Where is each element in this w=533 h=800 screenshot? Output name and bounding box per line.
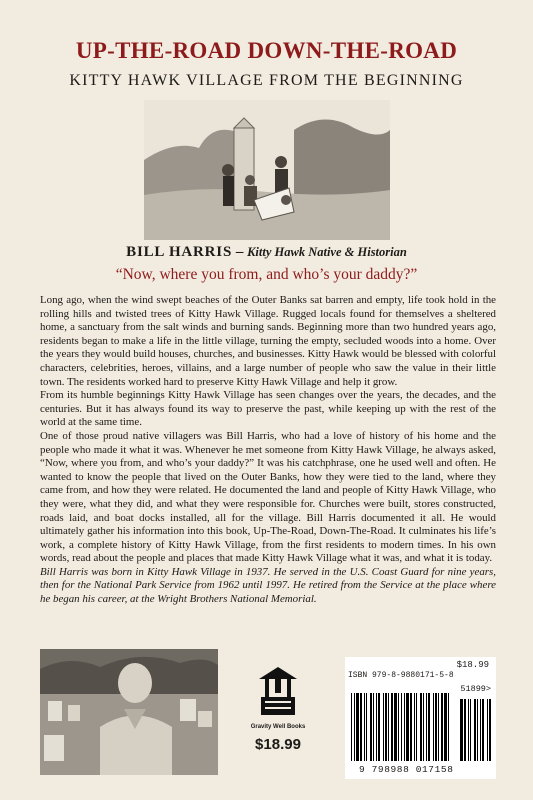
barcode-bar (360, 693, 362, 761)
barcode-bar (433, 693, 434, 761)
barcode-bar (378, 693, 380, 761)
barcode-bar (398, 693, 399, 761)
barcode-addon-bar (470, 699, 471, 761)
book-title: UP-THE-ROAD DOWN-THE-ROAD (75, 38, 458, 63)
book-subtitle: KITTY HAWK VILLAGE FROM THE BEGINNING (69, 72, 464, 89)
barcode-bar (383, 693, 384, 761)
barcode-addon-bar (468, 699, 469, 761)
monument-group-photo (144, 100, 390, 240)
barcode-bar (373, 693, 374, 761)
barcode-bar (376, 693, 377, 761)
barcode-bar (444, 693, 447, 761)
barcode-bar (391, 693, 393, 761)
barcode-bar (410, 693, 412, 761)
barcode-addon-bar (474, 699, 476, 761)
barcode-addon-bar (487, 699, 488, 761)
barcode-price: $18.99 (456, 660, 489, 670)
barcode-addon-bar (460, 699, 463, 761)
isbn-barcode (345, 657, 496, 779)
isbn-label: ISBN 979-8-9880171-5-8 (348, 671, 454, 680)
barcode-bars (347, 693, 494, 763)
author-bio: Bill Harris was born in Kitty Hawk Village in 1937. He served in the U.S. Coast Guard for nine years, then for the National Park Service from 1962 until 1997. He retired from the Service at the place where he began his career, at the Wright Brothers National Memorial. (40, 565, 496, 606)
author-portrait-photo (40, 649, 218, 775)
well-logo-icon (255, 663, 301, 717)
blurb-paragraph: One of those proud native villagers was Bill Harris, who had a love of history of his home and the people who made it what it was. Whenever he met someone from Kitty Hawk Village, he always asked, “Now, where you from, and who’s your daddy?” It was his catchphrase, one he used well and often. He wanted to know the people that lived on the Outer Banks, how they were tied to the land, where they came from, and how they were related. He documented the land and people of Kitty Hawk Village, who they were, what they did, and what they were responsible for. Churches were built, stores constructed, roads laid, and boat docks installed, all for the village. Bill Harris documented it all. He would ultimately gather his information into this book, Up-The-Road, Down-The-Road. It culminates his life’s work, a complete history of Kitty Hawk Village, from the first residents to modern times. In his own words, read about the people and places that made Kitty Hawk Village what it was, and what it is today. (40, 429, 496, 565)
barcode-bar (370, 693, 372, 761)
publisher-name: Gravity Well Books (250, 724, 306, 730)
barcode-bar (414, 693, 415, 761)
cover-price: $18.99 (255, 736, 301, 753)
barcode-bar (388, 693, 389, 761)
barcode-addon-number: 51899> (460, 684, 491, 694)
barcode-bar (364, 693, 365, 761)
blurb-paragraph: Long ago, when the wind swept beaches of the Outer Banks sat barren and empty, life took hold in the rolling hills and twisted trees of Kitty Hawk Village. Rugged locals found for themselves a sheltered home, a sanctuary from the salt winds and burning sands. Beginning more than two hundred years ago, residents began to make a life in the little village, turning the empty, secluded woods into a home. Over the years they would build houses, churches, and businesses. Kitty Hawk would be blessed with colorful characters, celebrities, heroes, villains, and a large number of people who saw the value in their little town. The residents worked hard to preserve Kitty Hawk Village and help it grow. (40, 294, 496, 388)
barcode-bar (385, 693, 387, 761)
blurb-paragraph: From its humble beginnings Kitty Hawk Village has seen changes over the years, the decades, and the centuries. But it has always found its way to preserve the past, while keeping up with the rest of the world at the same time. (40, 389, 496, 429)
barcode-bar (351, 693, 352, 761)
barcode-bar (423, 693, 424, 761)
barcode-addon-bar (480, 699, 481, 761)
author-name: BILL HARRIS (126, 244, 233, 260)
barcode-bar (448, 693, 449, 761)
barcode-bar (354, 693, 355, 761)
barcode-bar (406, 693, 409, 761)
barcode-number: 9 798988 017158 (359, 764, 454, 775)
barcode-addon-bar (489, 699, 491, 761)
barcode-addon-bar (482, 699, 484, 761)
barcode-bar (420, 693, 422, 761)
barcode-addon-bar (477, 699, 478, 761)
barcode-bar (428, 693, 430, 761)
barcode-bar (394, 693, 397, 761)
author-dash: – (235, 244, 244, 260)
barcode-bar (426, 693, 427, 761)
barcode-bar (438, 693, 439, 761)
barcode-bar (441, 693, 443, 761)
barcode-bar (404, 693, 405, 761)
publisher-block (234, 663, 322, 753)
barcode-bar (416, 693, 417, 761)
catchphrase-quote: “Now, where you from, and who’s your daddy?” (115, 266, 418, 283)
blurb (40, 294, 496, 607)
barcode-bar (435, 693, 437, 761)
barcode-bar (356, 693, 359, 761)
barcode-bar (366, 693, 367, 761)
author-role: Kitty Hawk Native & Historian (247, 245, 407, 259)
barcode-bar (401, 693, 402, 761)
barcode-addon-bar (464, 699, 466, 761)
author-line (0, 244, 533, 261)
